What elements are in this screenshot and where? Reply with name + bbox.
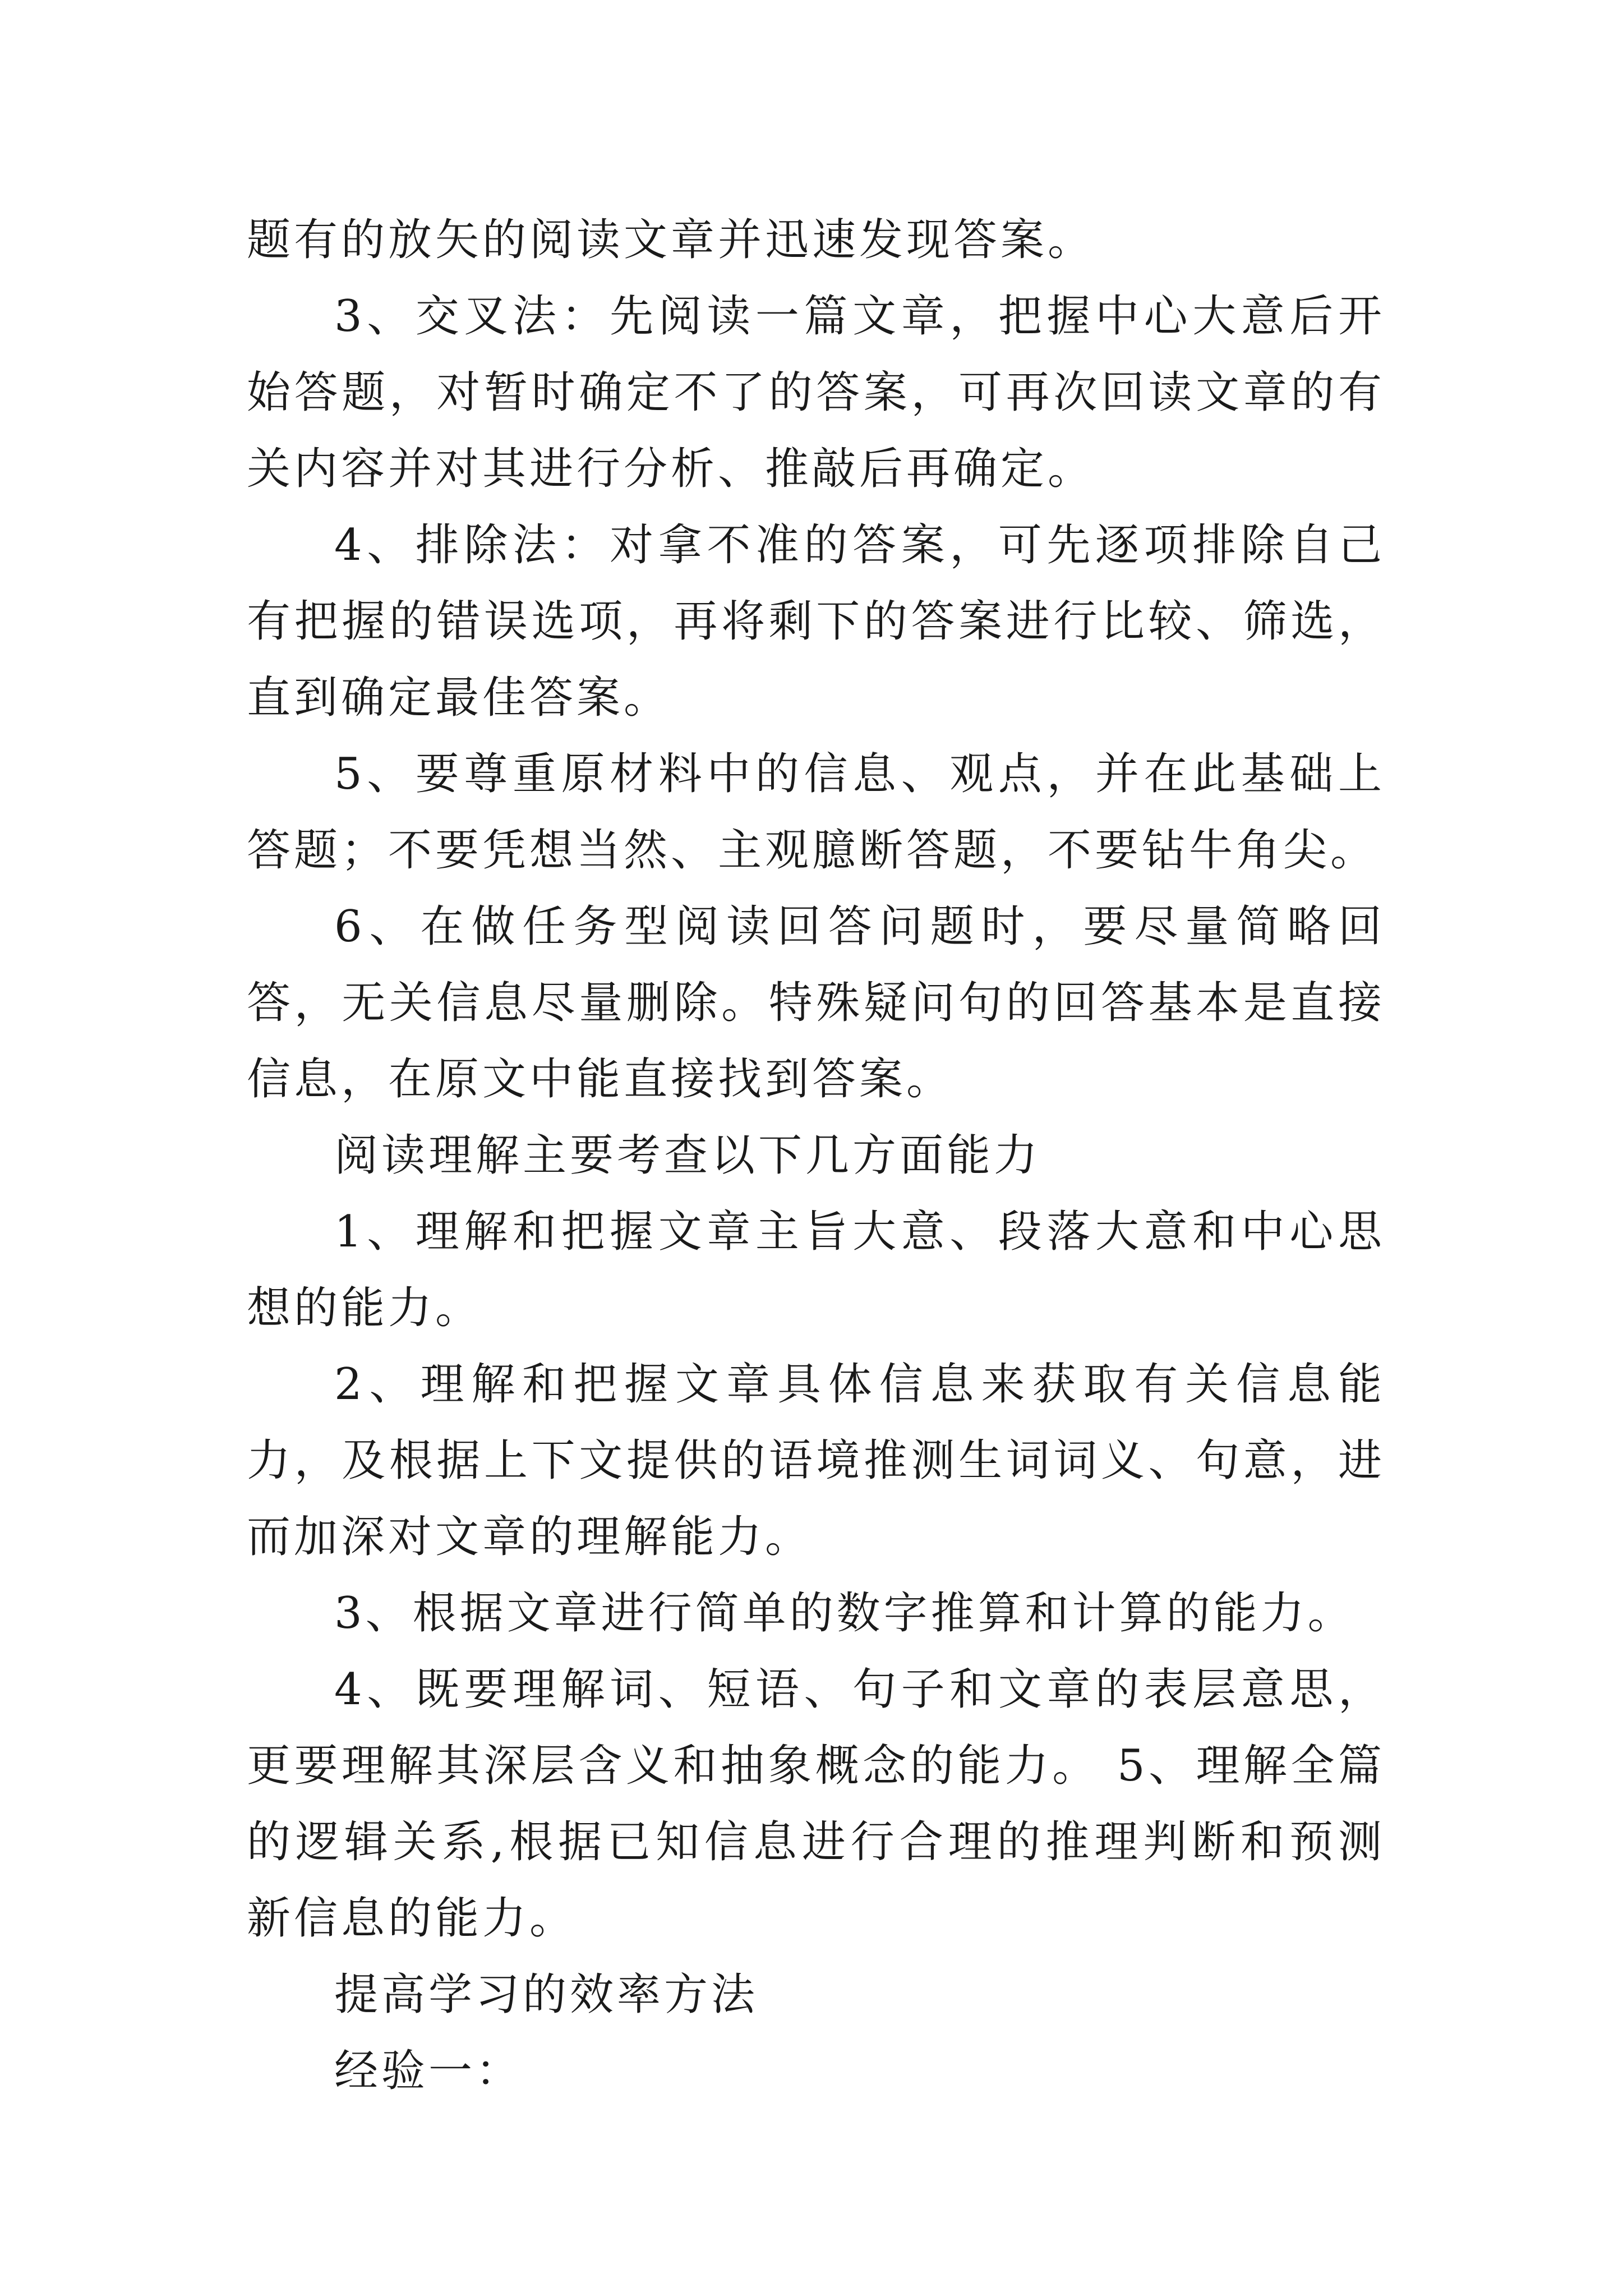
subheading-experience-1: 经验一： <box>334 2046 523 2096</box>
document-page <box>247 202 1385 2109</box>
paragraph-ability-4-5: 4、既要理解词、短语、句子和文章的表层意思，更要理解其深层含义和抽象概念的能力。 5、理解全篇的逻辑关系,根据已知信息进行合理的推理判断和预测新信息的能力。 <box>247 1664 1385 1944</box>
paragraph-method-3-cross: 3、交叉法：先阅读一篇文章，把握中心大意后开始答题，对暂时确定不了的答案，可再次回读文章的有关内容并对其进行分析、推敲后再确定。 <box>247 291 1385 494</box>
paragraph-ability-2: 2、理解和把握文章具体信息来获取有关信息能力，及根据上下文提供的语境推测生词词义、句意，进而加深对文章的理解能力。 <box>247 1359 1385 1562</box>
section-heading-efficiency: 提高学习的效率方法 <box>334 1970 759 2020</box>
paragraph-method-5-respect-material: 5、要尊重原材料中的信息、观点，并在此基础上答题；不要凭想当然、主观臆断答题，不要钻牛角尖。 <box>247 749 1385 876</box>
paragraph-method-4-elimination: 4、排除法：对拿不准的答案，可先逐项排除自己有把握的错误选项，再将剩下的答案进行比较、筛选，直到确定最佳答案。 <box>247 520 1385 723</box>
paragraph-ability-3: 3、根据文章进行简单的数字推算和计算的能力。 <box>334 1588 1355 1639</box>
paragraph-continuation: 题有的放矢的阅读文章并迅速发现答案。 <box>247 215 1095 265</box>
paragraph-ability-1: 1、理解和把握文章主旨大意、段落大意和中心思想的能力。 <box>247 1207 1385 1333</box>
section-heading-abilities: 阅读理解主要考查以下几方面能力 <box>334 1130 1041 1181</box>
paragraph-method-6-task-reading: 6、在做任务型阅读回答问题时，要尽量简略回答，无关信息尽量删除。特殊疑问句的回答基本是直接信息，在原文中能直接找到答案。 <box>247 901 1385 1105</box>
